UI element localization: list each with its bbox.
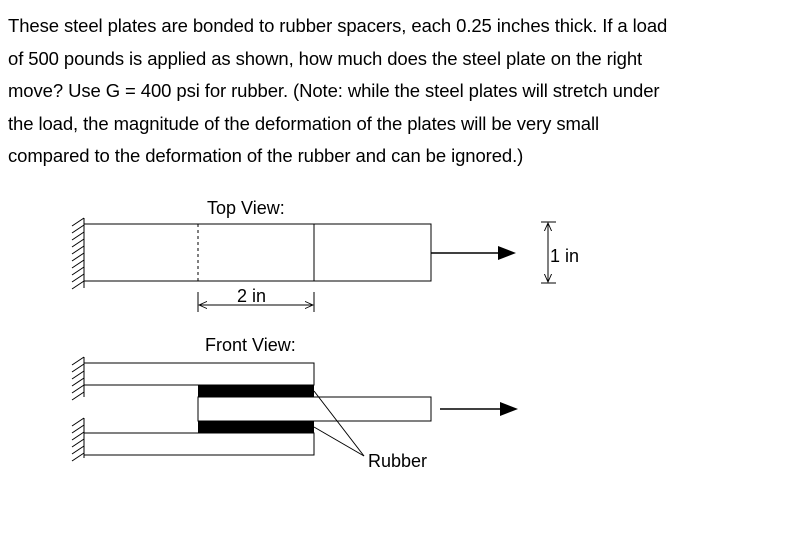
front-lower-wall-support	[72, 418, 84, 461]
problem-line-3: move? Use G = 400 psi for rubber. (Note: while the steel plates will stretch under	[8, 80, 660, 101]
top-load-arrow	[431, 246, 516, 260]
lower-rubber-spacer	[198, 421, 314, 433]
length-dimension-label: 2 in	[237, 286, 267, 306]
rubber-label: Rubber	[368, 451, 428, 471]
rubber-leader-lines	[314, 391, 364, 456]
problem-line-1: These steel plates are bonded to rubber spacers, each 0.25 inches thick. If a load	[8, 15, 668, 36]
top-moving-plate	[314, 224, 431, 281]
upper-rubber-spacer	[198, 385, 314, 397]
problem-line-5: compared to the deformation of the rubber and can be ignored.)	[8, 145, 524, 166]
front-upper-wall-support	[72, 357, 84, 400]
front-moving-plate	[198, 397, 431, 421]
problem-line-2: of 500 pounds is applied as shown, how much does the steel plate on the right	[8, 47, 643, 69]
front-upper-fixed-plate	[84, 363, 314, 385]
top-wall-support	[72, 218, 84, 289]
top-fixed-plate	[84, 224, 314, 281]
front-lower-fixed-plate	[84, 433, 314, 455]
problem-line-4: the load, the magnitude of the deformation of the plates will be very small	[8, 112, 600, 134]
width-dimension-label: 1 in	[550, 246, 580, 266]
front-view-label: Front View:	[205, 335, 296, 355]
front-load-arrow	[440, 402, 518, 416]
top-view-label: Top View:	[207, 198, 285, 218]
